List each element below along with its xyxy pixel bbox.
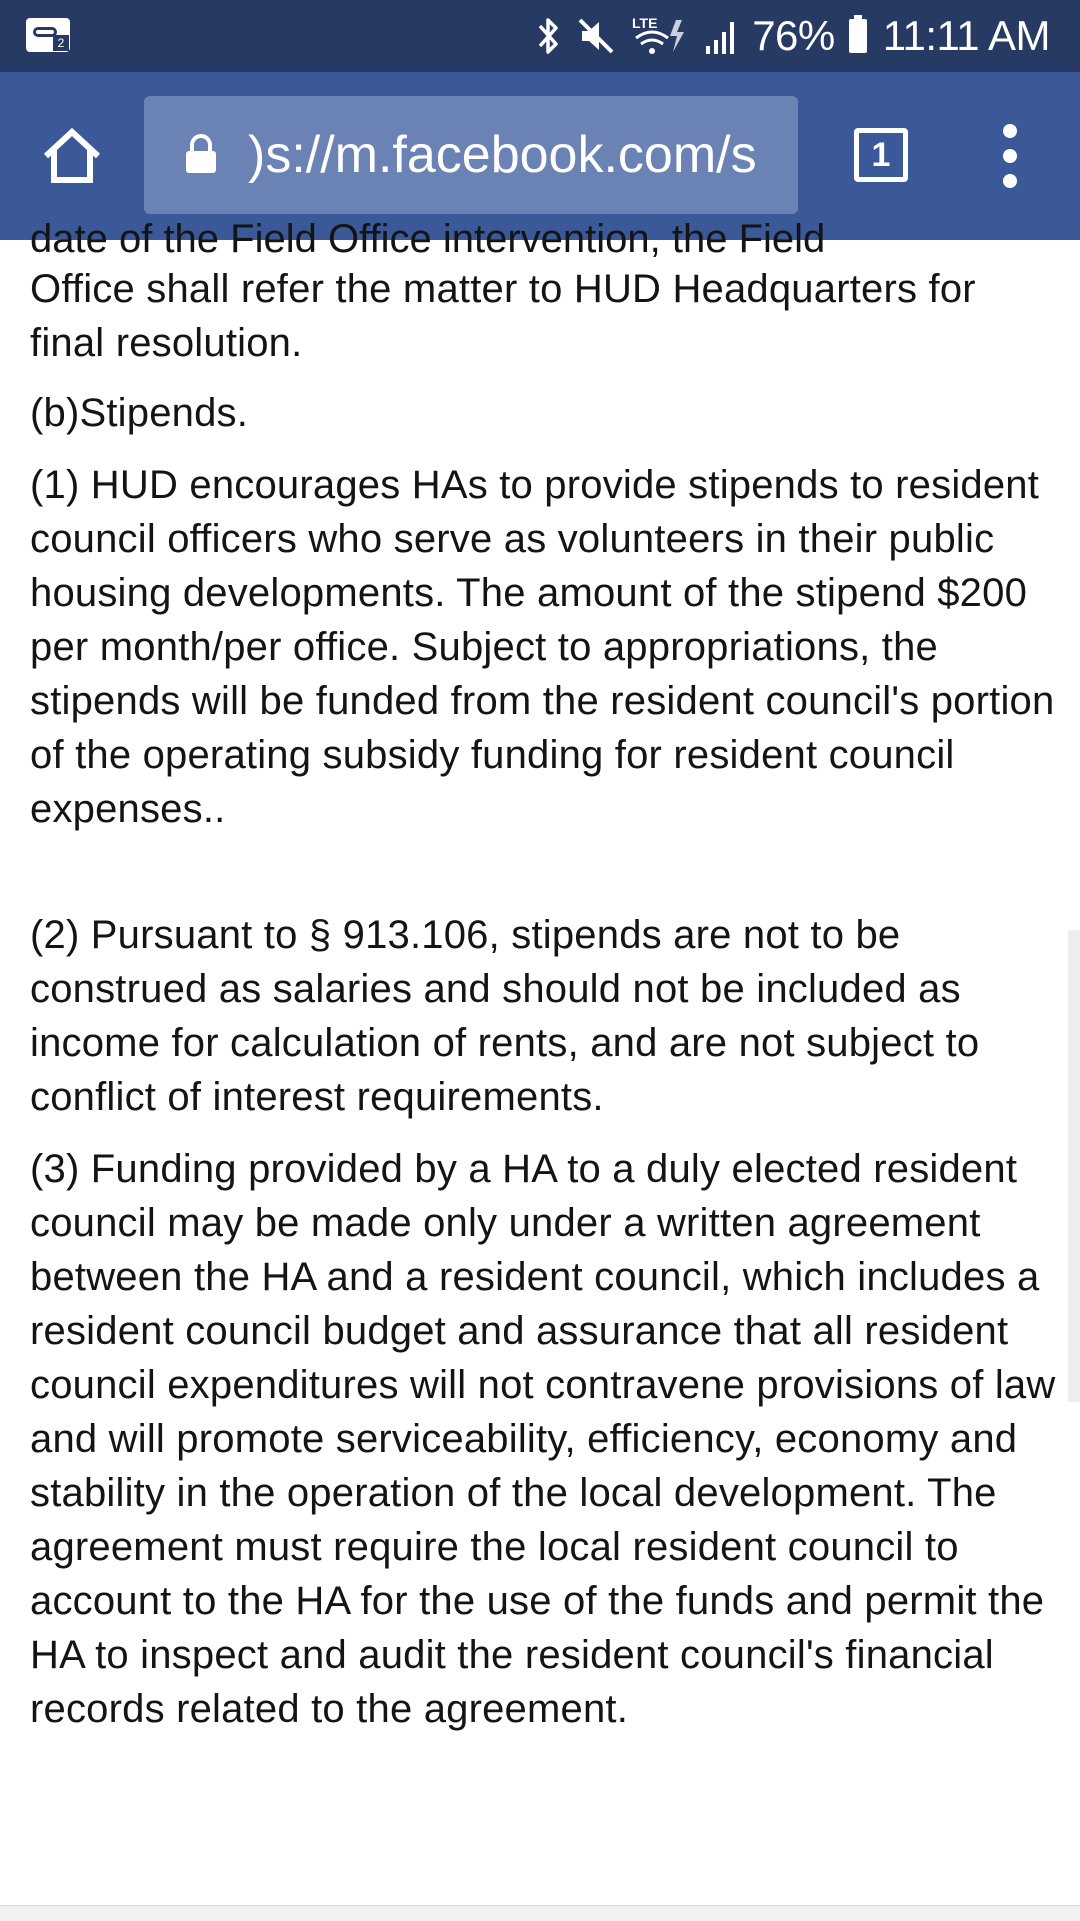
lte-wifi-icon — [630, 14, 690, 58]
voicemail-icon: 2 — [26, 18, 70, 52]
status-icons — [536, 10, 1050, 62]
scrollbar[interactable] — [1068, 930, 1080, 1402]
battery-icon — [849, 19, 867, 53]
cut-off-line: date of the Field Office intervention, the Field — [30, 217, 826, 261]
paragraph-2: (2) Pursuant to § 913.106, stipends are not to be construed as salaries and should not be included as income for calculation of rents, and are not subject to conflict of interest requirements. — [30, 913, 980, 1119]
battery-percent: 76% — [752, 12, 835, 59]
home-button[interactable] — [40, 126, 104, 186]
signal-icon — [704, 16, 738, 56]
status-bar — [0, 0, 1080, 72]
paragraph-heading-stipends: (b)Stipends. — [30, 391, 249, 435]
tab-switcher-button[interactable]: 1 — [854, 128, 908, 182]
url-bar[interactable] — [144, 96, 798, 214]
paragraph-intro: Office shall refer the matter to HUD Headquarters for final resolution. — [30, 267, 976, 365]
overflow-menu-button[interactable] — [990, 124, 1030, 188]
url-text[interactable]: )s://m.facebook.com/s — [248, 126, 757, 184]
home-icon — [40, 126, 104, 186]
paragraph-3: (3) Funding provided by a HA to a duly elected resident council may be made only under a written agreement between the HA and a resident council, which includes a resident council budget and assurance that all resident council expenditures will not contravene provisions of law and will promote serviceability, efficiency, economy and stability in the operation of the local development. The agreement must require the local resident council to account to the HA for the use of the funds and permit the HA to inspect and audit the resident council's financial records related to the agreement. — [30, 1147, 1056, 1731]
clock: 11:11 AM — [882, 12, 1050, 59]
menu-dot-icon — [1003, 174, 1017, 188]
mute-icon — [576, 16, 616, 56]
menu-dot-icon — [1003, 124, 1017, 138]
bluetooth-icon — [536, 16, 562, 56]
page-content — [0, 217, 1080, 1905]
menu-dot-icon — [1003, 149, 1017, 163]
paragraph-1: (1) HUD encourages HAs to provide stipends to resident council officers who serve as volunteers in their public housing developments. The amount of the stipend $200 per month/per office. Subject to appropriations, the stipends will be funded from the resident council's portion of the operating subsidy funding for resident council expenses.. — [30, 463, 1055, 831]
bottom-edge — [0, 1905, 1080, 1921]
lte-label: LTE — [632, 15, 658, 31]
lock-icon — [184, 134, 218, 174]
